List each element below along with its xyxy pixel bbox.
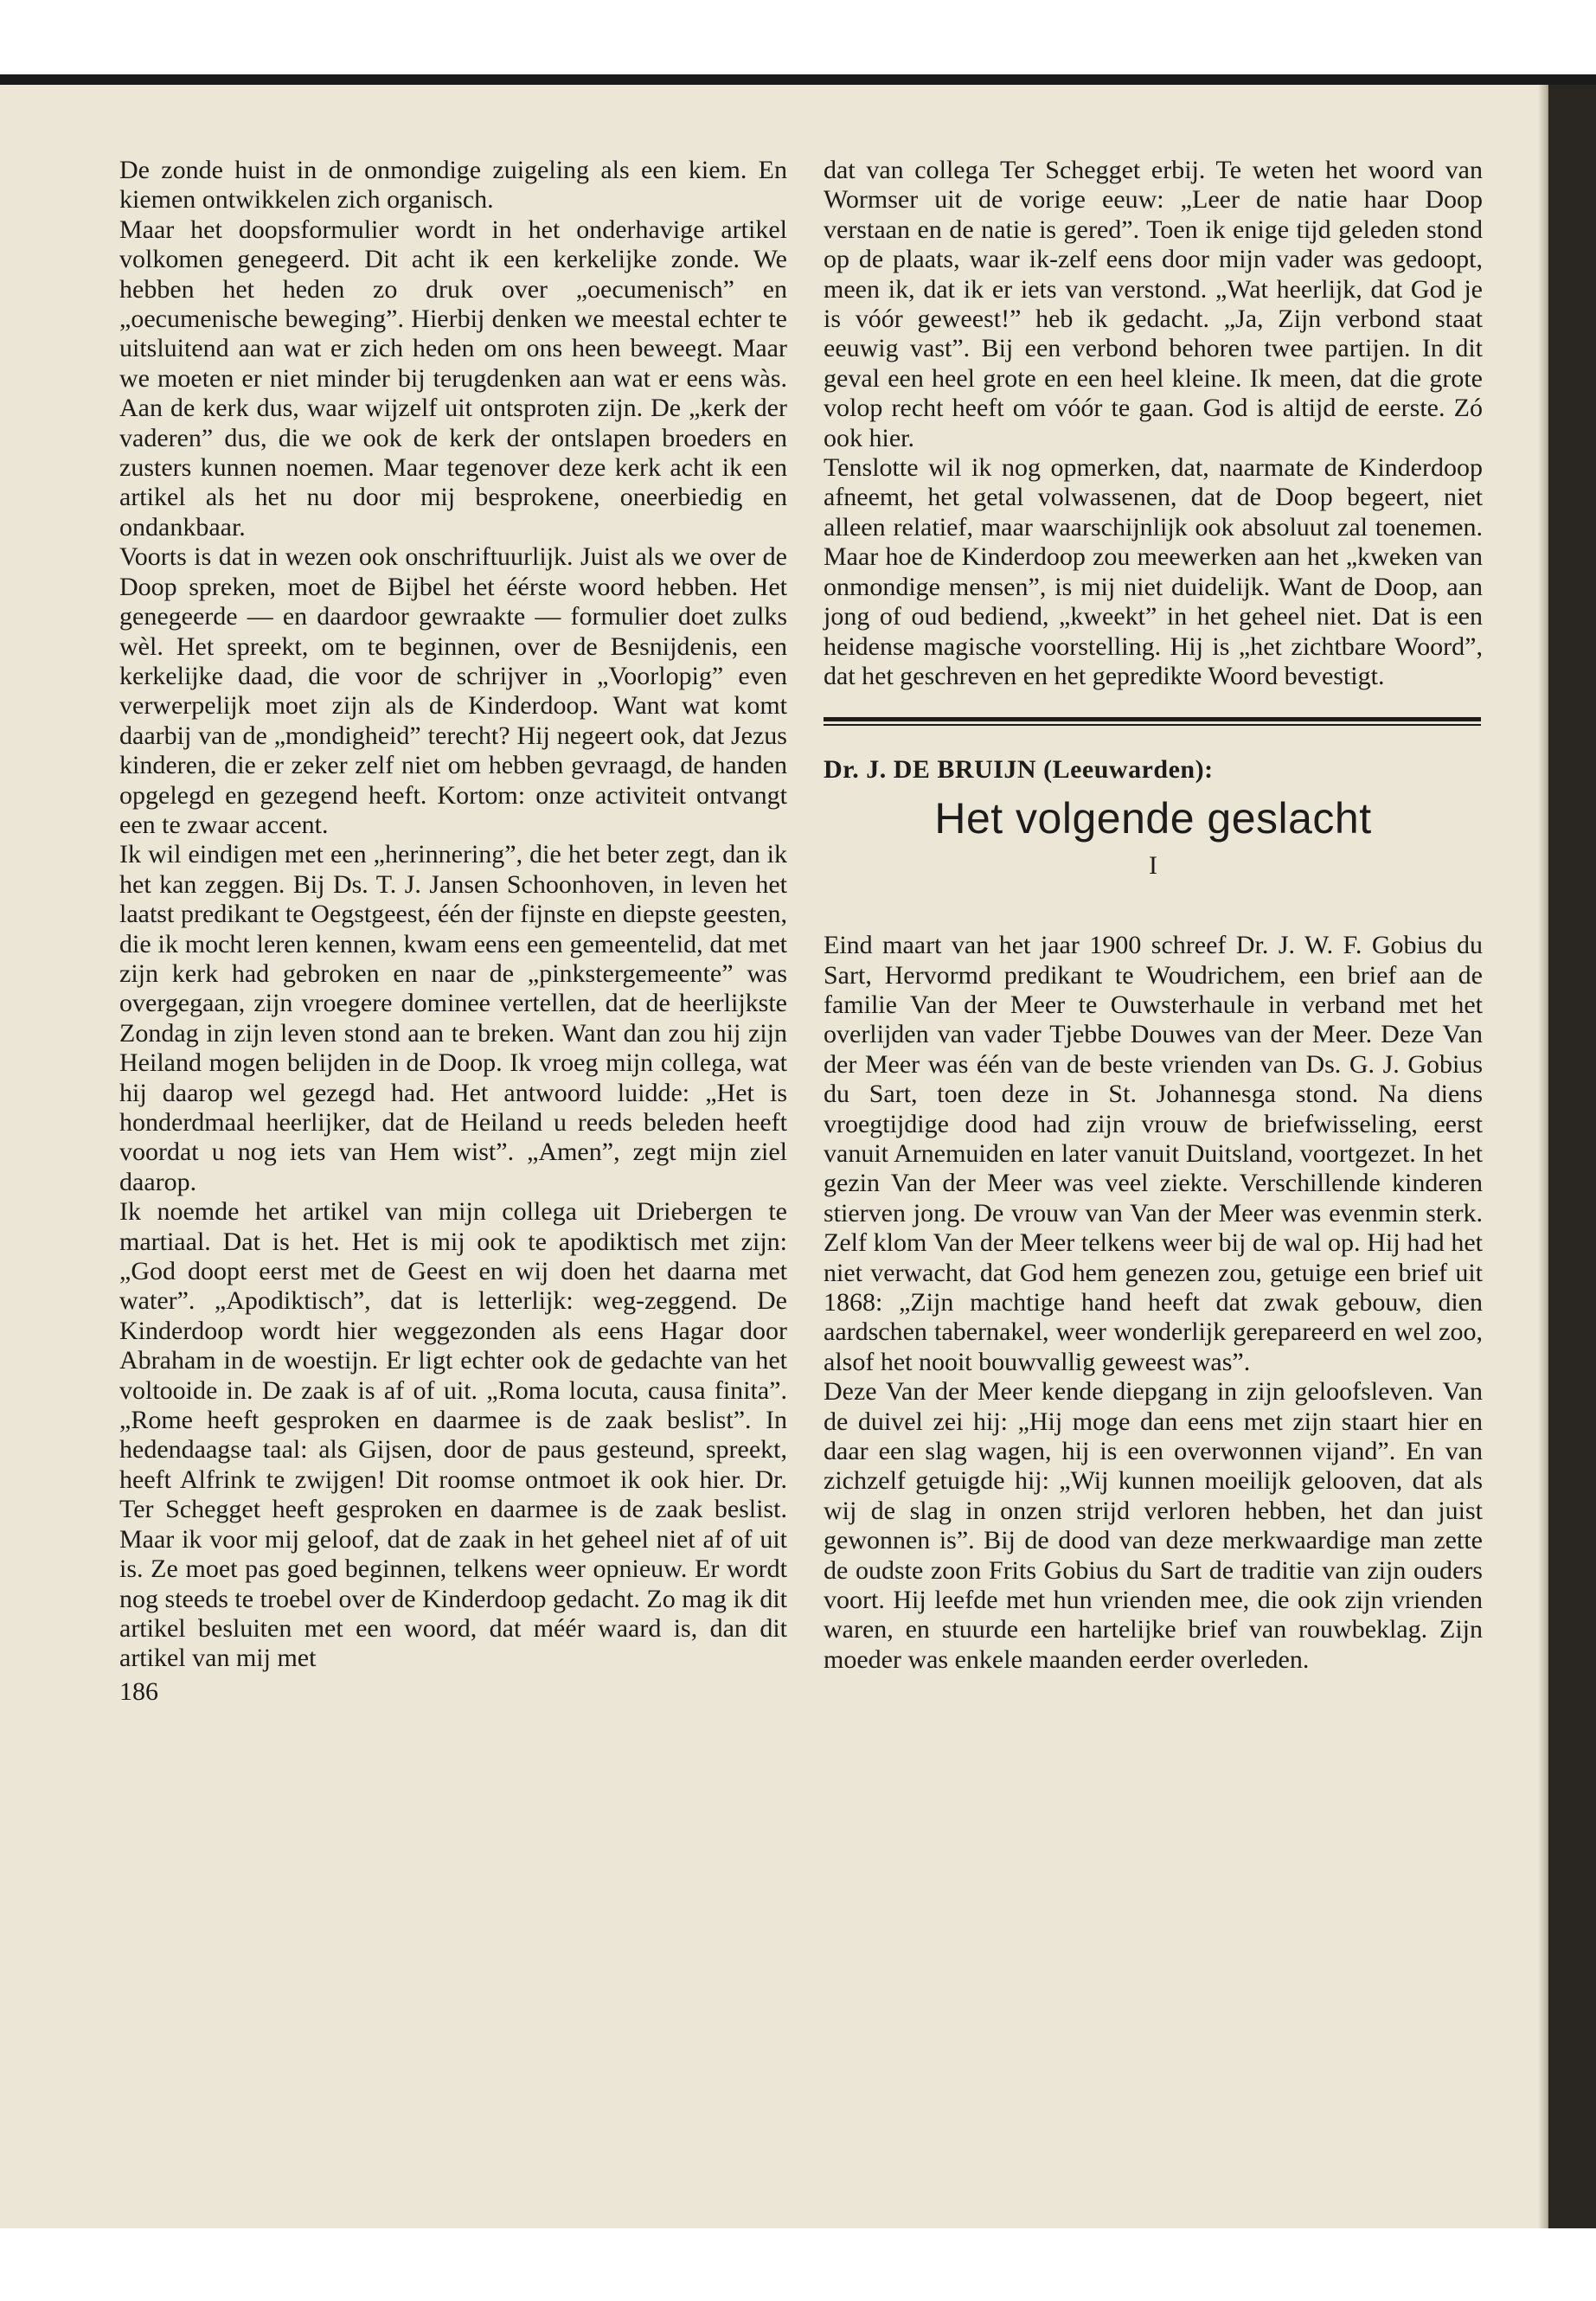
scan-top-margin	[0, 0, 1596, 76]
left-paragraph-4: Ik wil eindigen met een „herinnering”, die het beter zegt, dan ik het kan zeggen. Bij Ds. T. J. Jansen Schoonhoven, in leven het laatst predikant te Oegstgeest, één der fijnste en diepste geesten, die ik mocht leren kennen, kwam eens een gemeentelid, dat met zijn kerk had gebroken en naar de „pinkstergemeente” was overgegaan, zijn vroegere dominee vertellen, dat de heerlijkste Zondag in zijn leven stond aan te breken. Want dan zou hij zijn Heiland mogen belijden in de Doop. Ik vroeg mijn collega, wat hij daarop wel gezegd had. Het antwoord luidde: „Het is honderdmaal heerlijker, dat de Heiland u reeds beleden heeft voordat u nog iets van Hem wist”. „Amen”, zegt mijn ziel daarop.	[119, 840, 787, 1196]
article-title: Het volgende geslacht	[934, 793, 1372, 843]
section-divider	[824, 717, 1481, 721]
right-paragraph-1: dat van collega Ter Schegget erbij. Te weten het woord van Wormser uit de vorige eeuw: „Leer de natie haar Doop verstaan en de natie is gered”. Toen ik enige tijd geleden stond op de plaats, waar ik-zelf eens door mijn vader was gedoopt, meen ik, dat ik er iets van verstond. „Wat heerlijk, dat God je is vóór geweest!” heb ik gedacht. „Ja, Zijn verbond staat eeuwig vast”. Bij een verbond behoren twee partijen. In dit geval een heel grote en een heel kleine. Ik meen, dat die grote volop recht heeft om vóór te gaan. God is altijd de eerste. Zó ook hier.	[824, 156, 1483, 452]
right-paragraph-2: Tenslotte wil ik nog opmerken, dat, naarmate de Kinderdoop afneemt, het getal volwassenen, dat de Doop begeert, niet alleen relatief, maar waarschijnlijk ook absoluut zal toenemen. Maar hoe de Kinderdoop zou meewerken aan het „kweken van onmondige mensen”, is mij niet duidelijk. Want de Doop, aan jong of oud bediend, „kweekt” in het geheel niet. Dat is een heidense magische voorstelling. Hij is „het zichtbare Woord”, dat het geschreven en het gepredikte Woord bevestigt.	[824, 453, 1483, 690]
article-paragraph-1: Eind maart van het jaar 1900 schreef Dr. J. W. F. Gobius du Sart, Hervormd predikant te Woudrichem, een brief aan de familie Van der Meer te Ouwsterhaule in verband met het overlijden van vader Tjebbe Douwes van der Meer. Deze Van der Meer was één van de beste vrienden van Ds. G. J. Gobius du Sart, toen deze in St. Johannesga stond. Na diens vroegtijdige dood had zijn vrouw de briefwisseling, eerst vanuit Arnemuiden en later vanuit Duitsland, voortgezet. In het gezin Van der Meer was veel ziekte. Verschillende kinderen stierven jong. De vrouw van Van der Meer was evenmin sterk. Zelf klom Van der Meer telkens weer bij de wal op. Hij had het niet verwacht, dat God hem genezen zou, getuige een brief uit 1868: „Zijn machtige hand heeft dat zwak gebouw, dien aardschen tabernakel, weer wonderlijk gerepareerd en wel zoo, alsof het nooit bouwvallig geweest was”.	[824, 931, 1483, 1376]
left-paragraph-3: Voorts is dat in wezen ook onschriftuurlijk. Juist als we over de Doop spreken, moet de Bijbel het éérste woord hebben. Het genegeerde — en daardoor gewraakte — formulier doet zulks wèl. Het spreekt, om te beginnen, over de Besnijdenis, een kerkelijke daad, die voor de schrijver in „Voorlopig” even verwerpelijk moet zijn als de Kinderdoop. Want wat komt daarbij van de „mondigheid” terecht? Hij negeert ook, dat Jezus kinderen, die er zeker zelf niet om hebben gevraagd, de handen opgelegd en gezegend heeft. Kortom: onze activiteit ontvangt een te zwaar accent.	[119, 542, 787, 839]
left-paragraph-1: De zonde huist in de onmondige zuigeling als een kiem. En kiemen ontwikkelen zich organisch.	[119, 156, 787, 215]
article-section-number: I	[1149, 850, 1157, 880]
page-number: 186	[119, 1676, 158, 1706]
article-paragraph-2: Deze Van der Meer kende diepgang in zijn geloofsleven. Van de duivel zei hij: „Hij moge dan eens met zijn staart hier en daar een slag wagen, hij is een overwonnen vijand”. En van zichzelf getuigde hij: „Wij kunnen moeilijk gelooven, dat als wij de slag in onzen strijd verloren hebben, het dan juist gewonnen is”. Bij de dood van deze merkwaardige man zette de oudste zoon Frits Gobius du Sart de traditie van zijn ouders voort. Hij leefde met hun vrienden mee, die ook zijn vrienden waren, en stuurde een hartelijke brief van rouwbeklag. Zijn moeder was enkele maanden eerder overleden.	[824, 1377, 1483, 1674]
section-divider-thin	[824, 724, 1481, 726]
left-paragraph-5: Ik noemde het artikel van mijn collega uit Driebergen te martiaal. Dat is het. Het is mij ook te apodiktisch met zijn: „God doopt eerst met de Geest en wij doen het daarna met water”. „Apodiktisch”, dat is letterlijk: weg-zeggend. De Kinderdoop wordt hier weggezonden als eens Hagar door Abraham in de woestijn. Er ligt echter ook de gedachte van het voltooide in. De zaak is af of uit. „Roma locuta, causa finita”. „Rome heeft gesproken en daarmee is de zaak beslist”. In hedendaagse taal: als Gijsen, door de paus gesteund, spreekt, heeft Alfrink te zwijgen! Dit roomse ontmoet ik ook hier. Dr. Ter Schegget heeft gesproken en daarmee is de zaak beslist. Maar ik voor mij geloof, dat de zaak in het geheel niet af of uit is. Ze moet pas goed beginnen, telkens weer opnieuw. Er wordt nog steeds te troebel over de Kinderdoop gedacht. Zo mag ik dit artikel besluiten met een woord, dat méér waard is, dan dit artikel van mij met	[119, 1197, 787, 1673]
byline-author: Dr. J. DE BRUIJN	[824, 755, 1037, 785]
right-column	[824, 156, 1483, 1675]
byline-place: (Leeuwarden):	[1043, 755, 1214, 785]
book-spine	[1548, 85, 1596, 2228]
left-column	[119, 156, 787, 1707]
article-byline	[824, 755, 1483, 785]
scan-bottom-margin	[0, 2228, 1596, 2301]
left-paragraph-2: Maar het doopsformulier wordt in het onderhavige artikel volkomen genegeerd. Dit acht ik een kerkelijke zonde. We hebben het heden zo druk over „oecumenisch” en „oecumenische beweging”. Hierbij denken we meestal echter te uitsluitend aan wat er zich heden om ons heen beweegt. Maar we moeten er niet minder bij terugdenken aan wat er eens wàs. Aan de kerk dus, waar wijzelf uit ontsproten zijn. De „kerk der vaderen” dus, die we ook de kerk der ontslapen broeders en zusters kunnen noemen. Maar tegenover deze kerk acht ik een artikel als het nu door mij besprokene, oneerbiedig en ondankbaar.	[119, 215, 787, 542]
